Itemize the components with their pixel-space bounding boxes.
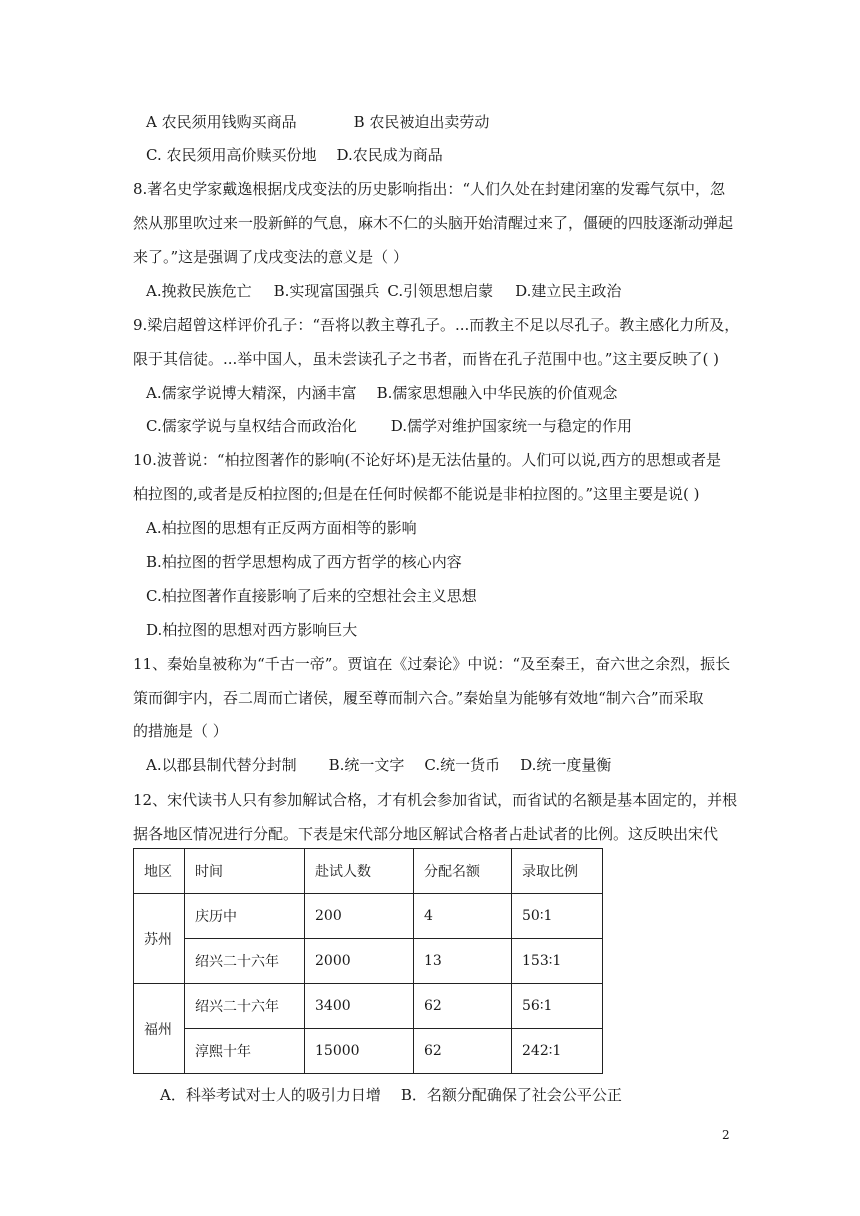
table-header-cell: 分配名额 [414, 849, 512, 894]
q11-stem-line3: 的措施是（ ） [133, 722, 228, 740]
table-cell: 2000 [305, 939, 414, 984]
table-cell: 13 [414, 939, 512, 984]
table-cell: 62 [414, 984, 512, 1029]
q11-option-c: C.统一货币 [424, 756, 501, 774]
table-header-cell: 时间 [185, 849, 305, 894]
q7-option-a: A 农民须用钱购买商品 [146, 113, 297, 131]
q10-option-a: A.柏拉图的思想有正反两方面相等的影响 [146, 519, 417, 537]
table-cell: 15000 [305, 1029, 414, 1074]
q9-stem-line1: 9.梁启超曾这样评价孔子：“吾将以教主尊孔子。...而教主不足以尽孔子。教主感化力所及， [133, 316, 740, 334]
table-cell: 绍兴二十六年 [185, 939, 305, 984]
q12-option-a: A．科举考试对士人的吸引力日增 [160, 1086, 381, 1104]
table-region-cell: 福州 [134, 984, 185, 1074]
q9-option-b: B.儒家思想融入中华民族的价值观念 [376, 384, 618, 402]
q7-option-c: C. 农民须用高价赎买份地 [146, 146, 317, 164]
exam-ratio-table [133, 848, 603, 1074]
q9-option-d: D.儒学对维护国家统一与稳定的作用 [390, 417, 632, 435]
q10-stem-line1: 10.波普说：“柏拉图著作的影响(不论好坏)是无法估量的。人们可以说,西方的思想或者是 [133, 451, 721, 469]
table-cell: 绍兴二十六年 [185, 984, 305, 1029]
table-cell: 淳熙十年 [185, 1029, 305, 1074]
q11-stem-line1: 11、秦始皇被称为“千古一帝”。贾谊在《过秦论》中说：“及至秦王，奋六世之余烈，振长 [133, 655, 731, 673]
table-region-cell: 苏州 [134, 894, 185, 984]
q8-stem-line3: 来了。”这是强调了戊戌变法的意义是（ ） [133, 248, 408, 266]
table-header-cell: 赴试人数 [305, 849, 414, 894]
q11-option-b: B.统一文字 [328, 756, 405, 774]
q8-stem-line1: 8.著名史学家戴逸根据戊戌变法的历史影响指出：“人们久处在封建闭塞的发霉气氛中，忽 [133, 180, 725, 198]
q12-options [160, 1085, 622, 1105]
q8-option-a: A.挽救民族危亡 [146, 282, 252, 300]
q8-stem-line2: 然从那里吹过来一股新鲜的气息，麻木不仁的头脑开始清醒过来了，僵硬的四肢逐渐动弹起 [133, 214, 734, 232]
table-cell: 153∶1 [512, 939, 603, 984]
table-row [134, 894, 603, 939]
q8-option-d: D.建立民主政治 [515, 282, 622, 300]
q7-options-row2 [146, 145, 443, 165]
q11-stem-line2: 策而御宇内，吞二周而亡诸侯，履至尊而制六合。”秦始皇为能够有效地“制六合”而采取 [133, 689, 704, 707]
table-cell: 242∶1 [512, 1029, 603, 1074]
table-cell: 56∶1 [512, 984, 603, 1029]
q10-option-d: D.柏拉图的思想对西方影响巨大 [146, 621, 358, 639]
table-cell: 庆历中 [185, 894, 305, 939]
table-row [134, 939, 603, 984]
table-row [134, 1029, 603, 1074]
q10-option-b: B.柏拉图的哲学思想构成了西方哲学的核心内容 [146, 553, 462, 571]
q8-options [146, 281, 621, 301]
q9-option-c: C.儒家学说与皇权结合而政治化 [146, 417, 357, 435]
page-number: 2 [722, 1128, 730, 1142]
q7-option-d: D.农民成为商品 [336, 146, 443, 164]
table-cell: 62 [414, 1029, 512, 1074]
q9-options-row2 [146, 416, 632, 436]
q10-stem-line2: 柏拉图的,或者是反柏拉图的;但是在任何时候都不能说是非柏拉图的。”这里主要是说( ) [133, 485, 700, 503]
q7-option-b: B 农民被迫出卖劳动 [353, 113, 490, 131]
q10-option-c: C.柏拉图著作直接影响了后来的空想社会主义思想 [146, 587, 477, 605]
q7-options-row1 [146, 112, 489, 132]
q8-option-b: B.实现富国强兵 [273, 282, 380, 300]
q8-option-c: C.引领思想启蒙 [387, 282, 494, 300]
q11-option-a: A.以郡县制代替分封制 [146, 756, 297, 774]
q11-option-d: D.统一度量衡 [520, 756, 612, 774]
table-cell: 3400 [305, 984, 414, 1029]
q12-stem-line2: 据各地区情况进行分配。下表是宋代部分地区解试合格者占赴试者的比例。这反映出宋代 [133, 825, 719, 843]
table-cell: 200 [305, 894, 414, 939]
q9-options-row1 [146, 383, 617, 403]
q9-stem-line2: 限于其信徒。...举中国人，虽未尝读孔子之书者，而皆在孔子范围中也。”这主要反映了( ) [133, 350, 719, 368]
q12-option-b: B．名额分配确保了社会公平公正 [400, 1086, 622, 1104]
table-cell: 4 [414, 894, 512, 939]
table-header-cell: 地区 [134, 849, 185, 894]
table-header-row [134, 849, 603, 894]
table-header-cell: 录取比例 [512, 849, 603, 894]
table-row [134, 984, 603, 1029]
q11-options [146, 755, 611, 775]
table-cell: 50∶1 [512, 894, 603, 939]
q9-option-a: A.儒家学说博大精深，内涵丰富 [146, 384, 357, 402]
q12-stem-line1: 12、宋代读书人只有参加解试合格，才有机会参加省试，而省试的名额是基本固定的，并根 [133, 791, 738, 809]
